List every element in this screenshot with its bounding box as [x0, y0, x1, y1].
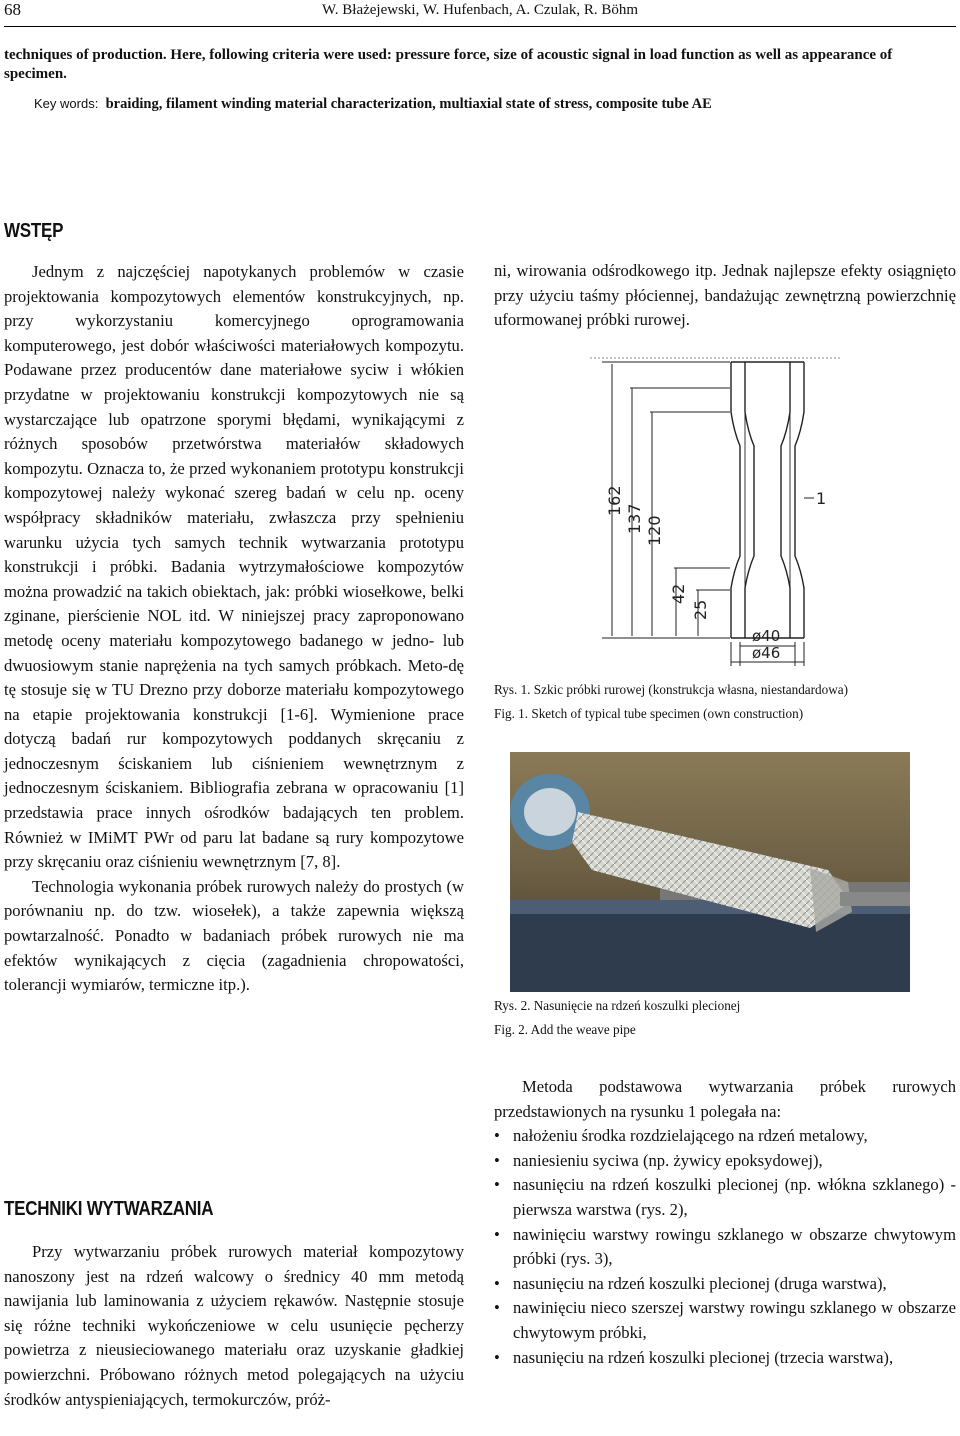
figure1-caption-en: Fig. 1. Sketch of typical tube specimen (own construction) — [494, 706, 804, 721]
braided-sleeve-photo — [510, 752, 910, 992]
keywords-text: braiding, filament winding material characterization, multiaxial state of stress, composite tube AE — [105, 96, 712, 112]
left-column-bottom — [4, 1240, 464, 1412]
left-column — [4, 260, 464, 998]
paragraph-intro: Jednym z najczęściej napotykanych problemów w czasie projektowania kompozytowych elementów konstrukcyjnych, np. przy wykorzystaniu komercyjnego oprogramowania komputerowego, jest dobór właściwości materiałowych kompozytu. Podawane przez producentów dane materiałowe syciw i włókien przydatne w projektowaniu konstrukcji kompozytowych nie są wystarczające lub opatrzone sporymi błędami, wynikającymi z różnych sposobów przetwórstwa materiałów składowych kompozytu. Oznacza to, że przed wykonaniem prototypu konstrukcji kompozytowej należy wykonać szereg badań w celu np. oceny współpracy składników materiału, zwłaszcza przy spełnieniu warunku użycia tych samych technik wytwarzania prototypu konstrukcji i próbki. Badania wytrzymałościowe kompozytów można prowadzić na takich obiektach, jak: próbki wiosełkowe, belki zginane, pierścienie NOL itd. W niniejszej pracy zaproponowano metodę oceny materiału kompozytowego badanego w jedno- lub dwuosiowym stanie naprężenia na tych samych próbkach. Meto-dę tę stosuje się w TU Drezno przy doborze materiału kompozytowego na etapie projektowania konstrukcji [1-6]. Wymienione prace dotyczą badań rur kompozytowych poddanych skręcaniu z jednoczesnym ściskaniem lub ciśnieniem wewnętrznym z jednoczesnym ściskaniem. Bibliografia zebrana w opracowaniu [1] przedstawia prace innych ośrodków badających ten problem. Również w IMiMT PWr od paru lat badane są rury kompozytowe przy skręcaniu oraz ciśnieniu wewnętrznym [7, 8]. — [4, 262, 464, 872]
dim-42: 42 — [669, 583, 688, 604]
section-heading-wstep: WSTĘP — [4, 220, 64, 242]
dim-dia40: ø40 — [752, 627, 781, 645]
paragraph-technology: Technologia wykonania próbek rurowych należy do prostych (w porównaniu np. do tzw. wiosełek), a także zapewnia większą powtarzalność. Ponadto w badaniach próbek rurowych nie ma efektów wynikających z cięcia (zagadnienia chropowatości, tolerancji wymiarów, termiczne itp.). — [4, 876, 464, 995]
abstract-tail: techniques of production. Here, following criteria were used: pressure force, size of acoustic signal in load function as well as appearance of specimen. — [4, 47, 893, 82]
page-number: 68 — [4, 0, 21, 19]
right-column-bottom — [494, 1075, 956, 1370]
running-authors: W. Błażejewski, W. Hufenbach, A. Czulak, R. Böhm — [322, 2, 639, 18]
paragraph-method: Metoda podstawowa wytwarzania próbek rurowych przedstawionych na rysunku 1 polegała na: — [494, 1077, 956, 1121]
keywords — [34, 96, 954, 113]
method-steps-list — [494, 1124, 956, 1370]
list-item: • nasunięciu na rdzeń koszulki plecionej (druga warstwa), — [494, 1272, 956, 1297]
section-heading-techniki: TECHNIKI WYTWARZANIA — [4, 1198, 214, 1220]
page-header — [4, 0, 956, 27]
dim-137: 137 — [625, 503, 644, 534]
figure2-caption-pl: Rys. 2. Nasunięcie na rdzeń koszulki plecionej — [494, 998, 741, 1013]
list-item: • nasunięciu na rdzeń koszulki plecionej (trzecia warstwa), — [494, 1346, 956, 1371]
dim-25: 25 — [691, 599, 710, 620]
figure1-caption-pl: Rys. 1. Szkic próbki rurowej (konstrukcja własna, niestandardowa) — [494, 682, 848, 697]
list-item: • nałożeniu środka rozdzielającego na rdzeń metalowy, — [494, 1124, 956, 1149]
list-item: • naniesieniu syciwa (np. żywicy epoksydowej), — [494, 1149, 956, 1174]
list-item: • nasunięciu na rdzeń koszulki plecionej (np. włókna szklanego) - pierwsza warstwa (rys. 2), — [494, 1173, 956, 1222]
dim-162: 162 — [605, 485, 624, 516]
figure2-caption-en: Fig. 2. Add the weave pipe — [494, 1022, 636, 1037]
list-item: • nawinięciu warstwy rowingu szklanego w obszarze chwytowym próbki (rys. 3), — [494, 1223, 956, 1272]
keywords-label: Key words: — [34, 96, 99, 111]
dim-dia46: ø46 — [752, 644, 781, 662]
paragraph-continuation: ni, wirowania odśrodkowego itp. Jednak najlepsze efekty osiągnięto przy użyciu taśmy płóciennej, bandażując zewnętrzną powierzchnię uformowanej próbki rurowej. — [494, 261, 956, 330]
list-item: • nawinięciu nieco szerszej warstwy rowingu szklanego w obszarze chwytowym próbki, — [494, 1296, 956, 1345]
paragraph-manufacturing: Przy wytwarzaniu próbek rurowych materiał kompozytowy nanoszony jest na rdzeń walcowy o średnicy 40 mm metodą nawijania lub laminowania z użyciem rękawów. Następnie stosuje się różne techniki wykończeniowe w celu usunięcie pęcherzy powietrza z nieusieciowanego materiału oraz uzyskanie gładkiej powierzchni. Próbowano różnych metod polegających na użyciu środków antyspieniających, termokurczów, próż- — [4, 1242, 464, 1409]
tube-specimen-sketch — [590, 356, 840, 674]
right-column-top — [494, 259, 956, 333]
dim-120: 120 — [645, 515, 664, 546]
dim-1: 1 — [816, 489, 827, 508]
